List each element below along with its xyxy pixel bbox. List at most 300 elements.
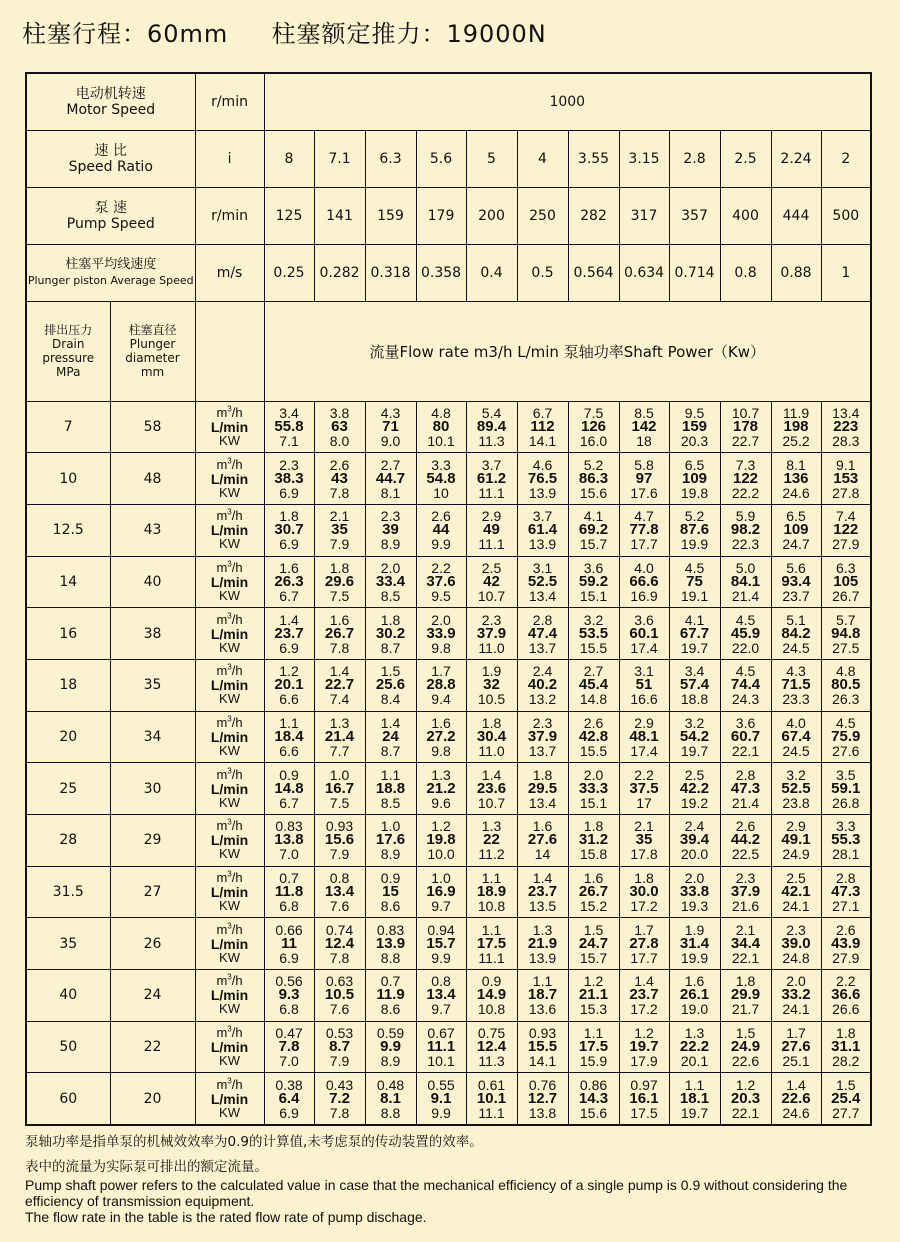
flow-power-cell — [466, 401, 517, 453]
flow-lmin-value: 51 — [635, 676, 653, 694]
motor-speed-value: 1000 — [264, 73, 871, 130]
plunger-velocity-cell: 0.714 — [669, 244, 720, 301]
flow-power-cell — [821, 970, 871, 1022]
flow-power-cell — [264, 504, 314, 556]
shaft-power-value: 8.8 — [380, 1104, 401, 1121]
flow-power-cell — [821, 815, 871, 867]
shaft-power-value: 6.8 — [279, 1001, 299, 1018]
shaft-power-value: 9.8 — [431, 639, 451, 656]
unit-lmin: L/min — [210, 728, 249, 745]
shaft-power-value: 7.5 — [329, 587, 350, 604]
flow-lmin-value: 48.1 — [629, 727, 659, 745]
flow-lmin-value: 42.1 — [781, 883, 811, 901]
shaft-power-value: 17.8 — [630, 846, 658, 863]
flow-power-cell — [264, 1073, 314, 1125]
flow-m3h-value: 2.9 — [481, 508, 502, 525]
flow-power-cell — [264, 1021, 314, 1073]
flow-power-cell — [416, 504, 466, 556]
shaft-power-value: 24.5 — [782, 639, 810, 656]
flow-lmin-value: 18.7 — [527, 986, 558, 1004]
unit-m3h-base: m — [216, 404, 228, 420]
flow-m3h-value: 2.6 — [329, 456, 350, 473]
unit-label-cell — [195, 659, 264, 711]
flow-m3h-value: 1.9 — [684, 921, 705, 938]
shaft-power-value: 19.7 — [680, 1104, 709, 1121]
flow-power-cell — [771, 815, 821, 867]
shaft-power-value: 15.7 — [579, 536, 608, 553]
unit-lmin: L/min — [210, 884, 249, 901]
flow-lmin-value: 42.2 — [679, 779, 710, 797]
pump-speed-cell: 125 — [264, 187, 314, 244]
flow-lmin-value: 67.4 — [781, 727, 811, 745]
shaft-power-value: 15.5 — [579, 639, 608, 656]
drain-pressure-cell: 16 — [26, 608, 110, 660]
unit-m3h-base: m — [216, 1076, 228, 1092]
flow-lmin-value: 16.9 — [426, 883, 456, 901]
unit-label-cell — [195, 763, 264, 815]
shaft-power-value: 6.8 — [279, 898, 299, 915]
flow-power-cell — [365, 1073, 416, 1125]
flow-lmin-value: 19.7 — [629, 1038, 659, 1056]
flow-m3h-value: 4.3 — [786, 663, 806, 680]
flow-m3h-value: 1.1 — [481, 870, 502, 887]
flow-power-cell — [517, 608, 568, 660]
flow-m3h-value: 2.1 — [634, 818, 654, 835]
pump-speed-header: 泵 速 Pump Speed — [26, 187, 195, 244]
unit-m3h-sup: 3 — [227, 921, 232, 931]
flow-power-cell — [314, 453, 365, 505]
flow-m3h-value: 1.8 — [836, 1025, 856, 1042]
shaft-power-value: 7.0 — [279, 1053, 299, 1070]
flow-power-cell — [619, 608, 669, 660]
unit-kw: KW — [219, 742, 240, 758]
flow-power-cell — [517, 401, 568, 453]
footnote-cn-1: 泵轴功率是指单泵的机械效效率为0.9的计算值,未考虑泵的传动装置的效率。 — [25, 1134, 483, 1150]
pump-speed-cell: 179 — [416, 187, 466, 244]
flow-m3h-value: 1.3 — [684, 1025, 705, 1042]
shaft-power-value: 6.7 — [279, 794, 299, 811]
unit-m3h — [196, 1026, 264, 1040]
flow-power-cell — [365, 970, 416, 1022]
shaft-power-value: 7.9 — [329, 846, 350, 863]
unit-lmin: L/min — [210, 1039, 249, 1056]
flow-m3h-value: 1.9 — [481, 663, 502, 680]
flow-m3h-value: 6.7 — [532, 404, 553, 421]
flow-lmin-value: 39 — [382, 521, 399, 539]
shaft-power-value: 16.0 — [579, 432, 608, 449]
shaft-power-value: 28.2 — [832, 1053, 860, 1070]
flow-m3h-value: 1.7 — [431, 663, 451, 680]
flow-lmin-value: 21.9 — [527, 934, 558, 952]
flow-power-cell — [669, 659, 720, 711]
flow-power-cell — [466, 1073, 517, 1125]
data-row — [26, 711, 871, 763]
flow-power-cell — [619, 711, 669, 763]
flow-power-cell — [314, 504, 365, 556]
flow-power-cell — [619, 918, 669, 970]
pump-speed-cell: 282 — [568, 187, 619, 244]
shaft-power-value: 8.9 — [380, 536, 401, 553]
flow-m3h-value: 4.5 — [735, 611, 756, 628]
flow-m3h-value: 4.6 — [532, 456, 553, 473]
flow-lmin-value: 22.2 — [679, 1038, 710, 1056]
shaft-power-value: 6.9 — [279, 949, 299, 966]
flow-lmin-value: 28.8 — [426, 676, 456, 694]
flow-power-cell — [416, 866, 466, 918]
flow-power-cell — [821, 918, 871, 970]
flow-m3h-value: 1.3 — [481, 818, 502, 835]
unit-m3h-tail: /h — [231, 663, 243, 679]
flow-m3h-value: 3.6 — [634, 611, 654, 628]
shaft-power-value: 11.0 — [478, 639, 505, 656]
flow-m3h-value: 1.1 — [481, 921, 502, 938]
flow-lmin-value: 55.3 — [831, 831, 861, 849]
flow-m3h-value: 2.3 — [532, 714, 553, 731]
flow-lmin-value: 59.1 — [831, 779, 861, 797]
shaft-power-value: 26.3 — [832, 691, 860, 708]
plunger-velocity-cell: 0.318 — [365, 244, 416, 301]
flow-m3h-value: 0.47 — [275, 1025, 303, 1042]
flow-m3h-value: 2.1 — [329, 508, 350, 525]
flow-power-cell — [517, 970, 568, 1022]
shaft-power-value: 22.1 — [731, 1104, 760, 1121]
flow-m3h-value: 3.2 — [583, 611, 604, 628]
drain-pressure-cell: 10 — [26, 453, 110, 505]
shaft-power-value: 10.5 — [477, 691, 506, 708]
flow-lmin-value: 27.2 — [426, 727, 456, 745]
flow-power-cell — [568, 866, 619, 918]
flow-m3h-value: 0.8 — [329, 870, 350, 887]
flow-power-cell — [264, 608, 314, 660]
flow-lmin-value: 71.5 — [781, 676, 811, 694]
flow-m3h-value: 1.8 — [735, 973, 756, 990]
plunger-velocity-cell: 0.25 — [264, 244, 314, 301]
shaft-power-value: 7.0 — [279, 846, 299, 863]
flow-lmin-value: 9.9 — [380, 1038, 401, 1056]
flow-lmin-value: 45.9 — [730, 624, 761, 642]
flow-lmin-value: 9.1 — [430, 1089, 452, 1107]
unit-m3h — [196, 406, 264, 420]
pump-speed-cell: 500 — [821, 187, 871, 244]
flow-power-cell — [771, 763, 821, 815]
unit-m3h-sup: 3 — [227, 456, 232, 466]
flow-power-cell — [466, 659, 517, 711]
flow-lmin-value: 55.8 — [274, 417, 304, 435]
flow-lmin-value: 87.6 — [679, 521, 710, 539]
flow-m3h-value: 0.43 — [325, 1076, 354, 1093]
data-row — [26, 556, 871, 608]
flow-power-cell — [771, 711, 821, 763]
flow-lmin-value: 8.7 — [329, 1038, 350, 1056]
flow-power-cell — [669, 970, 720, 1022]
flow-lmin-value: 63 — [331, 417, 348, 435]
flow-m3h-value: 2.8 — [532, 611, 553, 628]
flow-lmin-value: 13.4 — [426, 986, 456, 1004]
flow-power-cell — [416, 659, 466, 711]
flow-lmin-value: 39.4 — [679, 831, 710, 849]
shaft-power-value: 24.1 — [782, 1001, 810, 1018]
flow-power-cell — [771, 453, 821, 505]
flow-power-cell — [669, 763, 720, 815]
flow-m3h-value: 1.8 — [583, 818, 604, 835]
flow-lmin-value: 54.2 — [679, 727, 710, 745]
shaft-power-value: 9.9 — [431, 1104, 451, 1121]
flow-lmin-value: 49 — [483, 521, 500, 539]
flow-m3h-value: 2.6 — [836, 921, 856, 938]
shaft-power-value: 24.5 — [782, 742, 810, 759]
unit-m3h — [196, 561, 264, 575]
drain-pressure-cell: 12.5 — [26, 504, 110, 556]
flow-m3h-value: 0.38 — [275, 1076, 303, 1093]
shaft-power-value: 8.7 — [380, 639, 401, 656]
column-header-row — [26, 301, 871, 401]
flow-lmin-value: 89.4 — [476, 417, 507, 435]
drain-pressure-cell: 7 — [26, 401, 110, 453]
flow-m3h-value: 1.2 — [431, 818, 451, 835]
flow-power-cell — [264, 401, 314, 453]
flow-power-cell — [720, 608, 771, 660]
flow-lmin-value: 14.9 — [476, 986, 507, 1004]
flow-lmin-value: 25.6 — [375, 676, 406, 694]
shaft-power-value: 10.8 — [477, 898, 506, 915]
flow-lmin-value: 37.9 — [476, 624, 507, 642]
flow-m3h-value: 0.55 — [427, 1076, 455, 1093]
unit-lmin: L/min — [210, 780, 249, 797]
flow-m3h-value: 3.2 — [786, 766, 806, 783]
flow-power-cell — [416, 608, 466, 660]
flow-power-cell — [416, 918, 466, 970]
flow-m3h-value: 1.7 — [634, 921, 654, 938]
flow-m3h-value: 13.4 — [832, 404, 860, 421]
shaft-power-value: 19.9 — [680, 949, 709, 966]
flow-power-cell — [568, 659, 619, 711]
flow-lmin-value: 20.3 — [730, 1089, 761, 1107]
flow-m3h-value: 2.3 — [481, 611, 502, 628]
flow-lmin-value: 21.2 — [426, 779, 456, 797]
flow-m3h-value: 1.4 — [329, 663, 350, 680]
flow-m3h-value: 1.2 — [735, 1076, 756, 1093]
flow-lmin-value: 43.9 — [831, 934, 861, 952]
flow-power-cell — [314, 918, 365, 970]
unit-m3h-tail: /h — [231, 766, 243, 782]
shaft-power-value: 9.7 — [431, 1001, 451, 1018]
unit-m3h-base: m — [216, 559, 228, 575]
flow-lmin-value: 32 — [483, 676, 500, 694]
plunger-diameter-cell: 29 — [110, 815, 195, 867]
flow-power-cell — [416, 556, 466, 608]
unit-lmin: L/min — [210, 625, 249, 642]
pump-speed-row — [26, 187, 871, 244]
shaft-power-value: 14.1 — [528, 432, 557, 449]
flow-m3h-value: 6.3 — [836, 559, 856, 576]
flow-lmin-value: 23.7 — [527, 883, 558, 901]
data-row — [26, 866, 871, 918]
flow-lmin-value: 47.3 — [730, 779, 761, 797]
flow-lmin-value: 15.5 — [527, 1038, 558, 1056]
flow-m3h-value: 1.4 — [380, 714, 401, 731]
pump-speed-cell: 400 — [720, 187, 771, 244]
shaft-power-value: 28.3 — [832, 432, 860, 449]
unit-m3h — [196, 923, 264, 937]
flow-m3h-value: 2.0 — [431, 611, 451, 628]
shaft-power-value: 17.5 — [630, 1104, 658, 1121]
flow-m3h-value: 2.3 — [735, 870, 756, 887]
plunger-velocity-cell: 0.88 — [771, 244, 821, 301]
flow-m3h-value: 3.6 — [583, 559, 604, 576]
footnote-en-1: Pump shaft power refers to the calculated value in case that the mechanical efficiency of a single pump is 0.9 without considering the efficiency of transmission equipment. — [25, 1177, 848, 1209]
plunger-diameter-cell: 35 — [110, 659, 195, 711]
flow-power-cell — [466, 504, 517, 556]
flow-power-cell — [264, 918, 314, 970]
unit-m3h-sup: 3 — [227, 1076, 232, 1086]
flow-m3h-value: 1.3 — [431, 766, 451, 783]
flow-m3h-value: 3.8 — [329, 404, 350, 421]
flow-m3h-value: 7.5 — [583, 404, 604, 421]
shaft-power-value: 21.6 — [731, 898, 760, 915]
shaft-power-value: 8.7 — [380, 742, 401, 759]
flow-m3h-value: 9.5 — [684, 404, 705, 421]
shaft-power-value: 6.9 — [279, 639, 299, 656]
flow-power-cell — [619, 763, 669, 815]
flow-m3h-value: 0.93 — [325, 818, 354, 835]
flow-power-cell — [517, 504, 568, 556]
plunger-velocity-cell: 0.5 — [517, 244, 568, 301]
flow-lmin-value: 77.8 — [629, 521, 659, 539]
flow-power-cell — [720, 970, 771, 1022]
shaft-power-value: 19.0 — [680, 1001, 709, 1018]
flow-lmin-value: 33.8 — [679, 883, 710, 901]
flow-power-cell — [720, 453, 771, 505]
footnotes — [25, 1134, 885, 1225]
flow-lmin-value: 75.9 — [831, 727, 861, 745]
flow-power-cell — [720, 763, 771, 815]
flow-m3h-value: 2.0 — [380, 559, 401, 576]
flow-m3h-value: 2.4 — [532, 663, 553, 680]
shaft-power-value: 19.3 — [680, 898, 709, 915]
shaft-power-value: 24.6 — [782, 1104, 810, 1121]
flow-lmin-value: 19.8 — [426, 831, 456, 849]
unit-lmin: L/min — [210, 470, 249, 487]
data-row — [26, 659, 871, 711]
flow-m3h-value: 2.9 — [634, 714, 654, 731]
flow-lmin-value: 39.0 — [781, 934, 811, 952]
flow-m3h-value: 2.6 — [431, 508, 451, 525]
data-row — [26, 1021, 871, 1073]
flow-lmin-value: 61.2 — [476, 469, 507, 487]
data-row — [26, 970, 871, 1022]
shaft-power-value: 8.6 — [380, 1001, 401, 1018]
flow-lmin-value: 6.4 — [278, 1089, 300, 1107]
unit-kw: KW — [219, 587, 240, 603]
shaft-power-value: 19.7 — [680, 742, 709, 759]
flow-lmin-value: 7.2 — [329, 1089, 350, 1107]
flow-m3h-value: 2.5 — [684, 766, 705, 783]
flow-power-cell — [264, 970, 314, 1022]
shaft-power-value: 11.3 — [478, 432, 505, 449]
unit-m3h — [196, 613, 264, 627]
flow-power-cell — [568, 556, 619, 608]
flow-m3h-value: 2.6 — [583, 714, 604, 731]
flow-lmin-value: 80 — [432, 417, 450, 435]
unit-lmin: L/min — [210, 832, 249, 849]
flow-m3h-value: 1.2 — [279, 663, 299, 680]
flow-lmin-value: 76.5 — [527, 469, 558, 487]
flow-power-cell — [365, 556, 416, 608]
flow-m3h-value: 4.7 — [634, 508, 654, 525]
flow-power-cell — [821, 711, 871, 763]
shaft-power-value: 28.1 — [832, 846, 860, 863]
flow-m3h-value: 3.1 — [532, 559, 553, 576]
flow-m3h-value: 1.5 — [583, 921, 604, 938]
flow-lmin-value: 61.4 — [527, 521, 558, 539]
unit-label-cell — [195, 815, 264, 867]
shaft-power-value: 7.6 — [329, 1001, 350, 1018]
flow-power-cell — [821, 556, 871, 608]
shaft-power-value: 10.1 — [427, 432, 455, 449]
flow-power-cell — [466, 866, 517, 918]
flow-m3h-value: 1.4 — [481, 766, 502, 783]
plunger-diameter-cell: 20 — [110, 1073, 195, 1125]
flow-lmin-value: 24 — [382, 727, 399, 745]
speed-ratio-cell: 7.1 — [314, 130, 365, 187]
shaft-power-value: 10.8 — [477, 1001, 506, 1018]
flow-power-cell — [264, 556, 314, 608]
shaft-power-value: 10 — [433, 484, 449, 501]
flow-m3h-value: 1.4 — [532, 870, 553, 887]
flow-lmin-value: 24.7 — [578, 934, 609, 952]
drain-pressure-cell: 40 — [26, 970, 110, 1022]
flow-lmin-value: 66.6 — [629, 572, 659, 590]
unit-label-cell — [195, 401, 264, 453]
flow-m3h-value: 1.3 — [532, 921, 553, 938]
flow-power-cell — [365, 815, 416, 867]
flow-lmin-value: 31.4 — [679, 934, 710, 952]
unit-m3h-base: m — [216, 611, 228, 627]
unit-m3h-sup: 3 — [227, 714, 232, 724]
flow-power-cell — [619, 1021, 669, 1073]
flow-m3h-value: 2.0 — [583, 766, 604, 783]
flow-lmin-value: 54.8 — [426, 469, 456, 487]
flow-lmin-value: 18.1 — [679, 1089, 710, 1107]
unit-label-cell — [195, 504, 264, 556]
flow-power-cell — [517, 866, 568, 918]
shaft-power-value: 7.7 — [329, 742, 350, 759]
flow-power-cell — [821, 866, 871, 918]
flow-power-cell — [365, 918, 416, 970]
unit-m3h-base: m — [216, 818, 228, 834]
flow-lmin-value: 109 — [783, 521, 809, 539]
flow-lmin-value: 153 — [833, 469, 859, 487]
flow-lmin-value: 47.3 — [831, 883, 861, 901]
shaft-power-value: 11.1 — [478, 536, 505, 553]
flow-lmin-value: 47.4 — [527, 624, 558, 642]
flow-m3h-value: 2.2 — [634, 766, 654, 783]
drain-pressure-cell: 50 — [26, 1021, 110, 1073]
flow-lmin-value: 42 — [483, 572, 500, 590]
shaft-power-value: 17.2 — [630, 1001, 658, 1018]
flow-m3h-value: 5.2 — [583, 456, 604, 473]
unit-kw: KW — [219, 1053, 240, 1069]
flow-lmin-value: 36.6 — [831, 986, 861, 1004]
shaft-power-value: 8.0 — [329, 432, 350, 449]
flow-power-cell — [619, 866, 669, 918]
plunger-velocity-cell: 1 — [821, 244, 871, 301]
drain-pressure-cell: 20 — [26, 711, 110, 763]
shaft-power-value: 7.4 — [329, 691, 350, 708]
unit-label-cell — [195, 918, 264, 970]
flow-lmin-value: 17.5 — [578, 1038, 609, 1056]
flow-m3h-value: 0.48 — [376, 1076, 405, 1093]
